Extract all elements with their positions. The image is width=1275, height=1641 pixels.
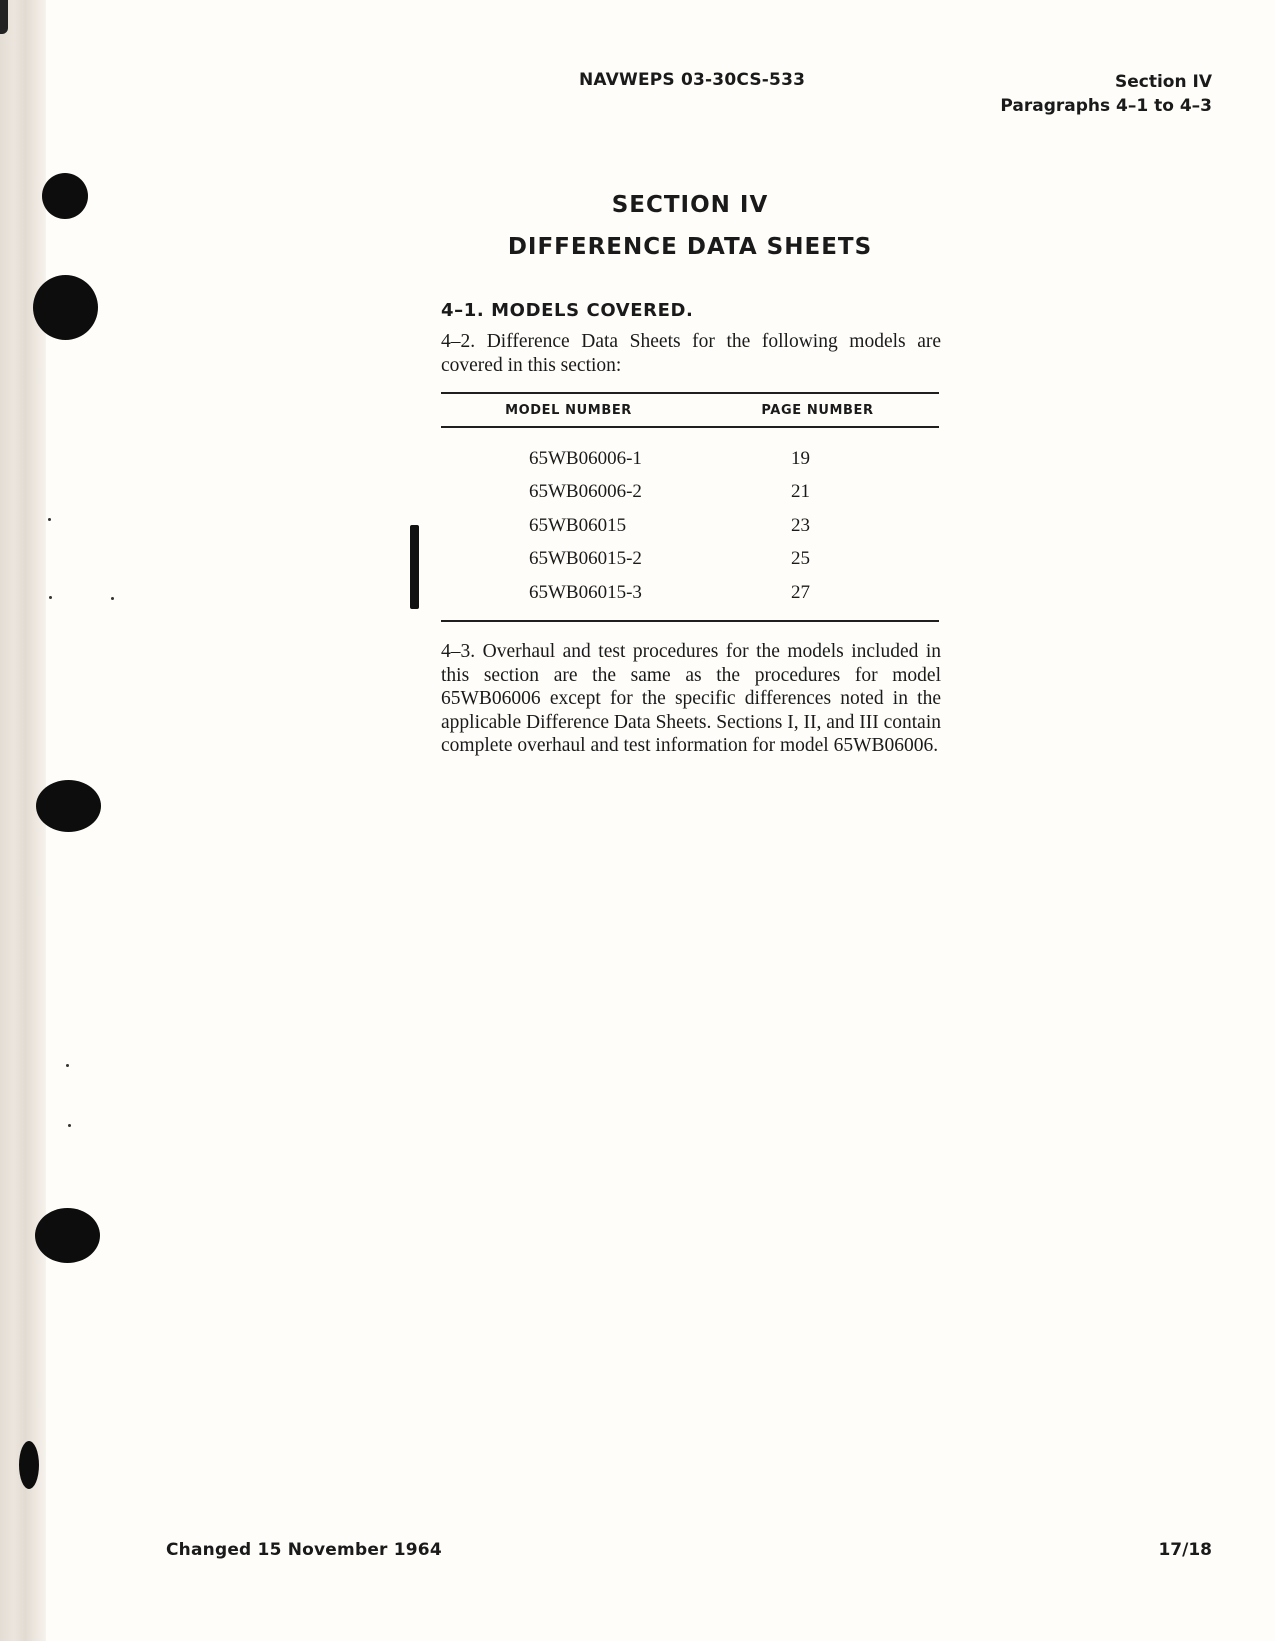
section-label: Section IV (1115, 72, 1212, 92)
table-header (441, 394, 939, 426)
paragraph-4-2: 4–2. Difference Data Sheets for the following models are covered in this section: (441, 331, 941, 376)
section-title: SECTION IV (611, 192, 769, 218)
page-number-cell: 21 (791, 481, 810, 503)
change-date: Changed 15 November 1964 (166, 1540, 442, 1560)
table-row (441, 543, 939, 577)
punch-hole (36, 780, 101, 832)
section-subtitle: DIFFERENCE DATA SHEETS (507, 234, 873, 260)
table-row (441, 476, 939, 510)
scan-speck (49, 596, 52, 599)
punch-hole (35, 1208, 100, 1263)
corner-mark (0, 0, 8, 34)
table-row (441, 442, 939, 476)
page-number-cell: 25 (791, 548, 810, 570)
table-row (441, 509, 939, 543)
models-table (441, 392, 939, 622)
model-number-cell: 65WB06015 (529, 514, 627, 536)
punch-hole (19, 1441, 39, 1489)
model-number-cell: 65WB06006-1 (529, 447, 642, 469)
paragraph-4-3: 4–3. Overhaul and test procedures for the models included in this section are the same as the procedures for model 65WB06006 except for the specific differences noted in the applicable Difference Data Sheets. Sections I, II, and III contain complete overhaul and test information for model 65WB06006. (441, 641, 941, 756)
scan-speck (66, 1064, 69, 1067)
column-header-page-number: PAGE NUMBER (761, 402, 874, 418)
column-header-model-number: MODEL NUMBER (505, 402, 632, 418)
paragraph-range: Paragraphs 4–1 to 4–3 (1000, 96, 1212, 116)
paragraph-heading-4-1: 4–1. MODELS COVERED. (441, 300, 694, 321)
table-body (441, 428, 939, 620)
model-number-cell: 65WB06015-3 (529, 581, 642, 603)
page-number-cell: 27 (791, 581, 810, 603)
page-number-cell: 19 (791, 447, 810, 469)
page-number: 17/18 (1158, 1540, 1212, 1560)
model-number-cell: 65WB06015-2 (529, 548, 642, 570)
page-number-cell: 23 (791, 514, 810, 536)
scan-speck (68, 1124, 71, 1127)
table-bottom-rule (441, 620, 939, 622)
change-bar (410, 525, 419, 609)
punch-hole (33, 275, 98, 340)
table-row (441, 576, 939, 610)
scan-speck (111, 597, 114, 600)
scan-speck (48, 518, 51, 521)
model-number-cell: 65WB06006-2 (529, 481, 642, 503)
section-reference (1000, 70, 1212, 118)
document-number: NAVWEPS 03-30CS-533 (579, 70, 806, 90)
